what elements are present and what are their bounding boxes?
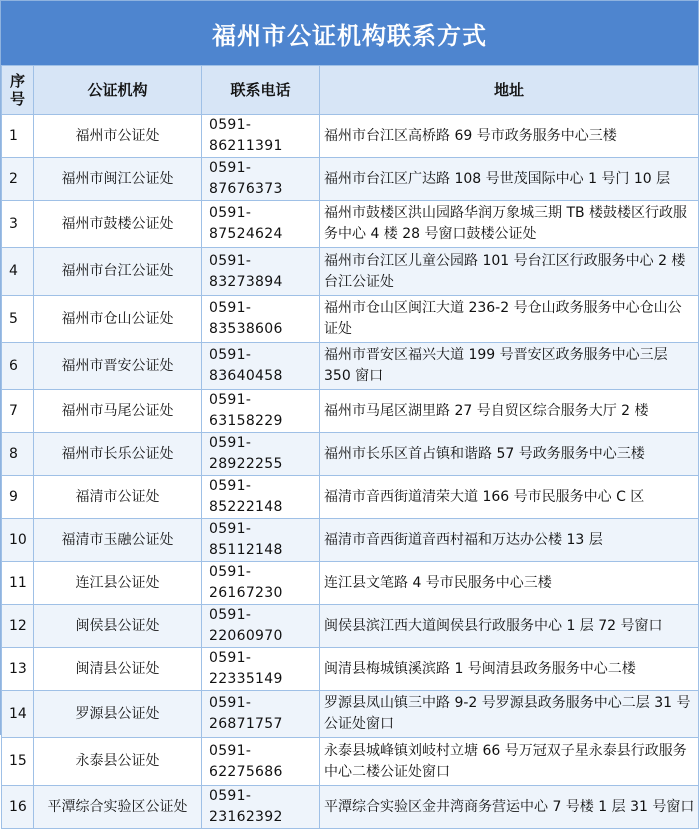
address: 福州市晋安区福兴大道 199 号晋安区政务服务中心三层 350 窗口 [320,343,699,390]
row-index: 5 [2,296,34,343]
phone-number: 0591-22060970 [202,605,320,648]
header-address: 地址 [320,66,699,115]
row-index: 6 [2,343,34,390]
org-name: 福州市台江公证处 [34,248,202,296]
table-row [2,433,699,476]
address: 连江县文笔路 4 号市民服务中心三楼 [320,562,699,605]
row-index: 1 [2,115,34,158]
phone-number: 0591-22335149 [202,648,320,691]
org-name: 福州市闽江公证处 [34,158,202,201]
address: 福州市鼓楼区洪山园路华润万象城三期 TB 楼鼓楼区行政服务中心 4 楼 28 号窗口鼓楼公证处 [320,201,699,248]
row-index: 2 [2,158,34,201]
org-name: 福州市晋安公证处 [34,343,202,390]
table-row [2,648,699,691]
phone-number: 0591-83640458 [202,343,320,390]
row-index: 10 [2,519,34,562]
table-row [2,296,699,343]
table-row [2,390,699,433]
phone-number: 0591-26871757 [202,691,320,738]
table-row [2,115,699,158]
row-index: 3 [2,201,34,248]
phone-number: 0591-23162392 [202,786,320,829]
page-title: 福州市公证机构联系方式 [1,1,698,65]
address: 罗源县凤山镇三中路 9-2 号罗源县政务服务中心二层 31 号公证处窗口 [320,691,699,738]
row-index: 9 [2,476,34,519]
table-body [2,115,699,829]
org-name: 连江县公证处 [34,562,202,605]
org-name: 福州市马尾公证处 [34,390,202,433]
row-index: 4 [2,248,34,296]
table-row [2,519,699,562]
org-name: 罗源县公证处 [34,691,202,738]
phone-number: 0591-28922255 [202,433,320,476]
address: 永泰县城峰镇刘岐村立塘 66 号万冠双子星永泰县行政服务中心二楼公证处窗口 [320,738,699,786]
table-row [2,158,699,201]
table-row [2,201,699,248]
table-row [2,343,699,390]
phone-number: 0591-26167230 [202,562,320,605]
header-index: 序号 [2,66,34,115]
phone-number: 0591-86211391 [202,115,320,158]
org-name: 福州市公证处 [34,115,202,158]
address: 闽侯县滨江西大道闽侯县行政服务中心 1 层 72 号窗口 [320,605,699,648]
contacts-table [1,65,699,829]
org-name: 福州市仓山公证处 [34,296,202,343]
address: 福州市台江区广达路 108 号世茂国际中心 1 号门 10 层 [320,158,699,201]
row-index: 11 [2,562,34,605]
org-name: 闽清县公证处 [34,648,202,691]
phone-number: 0591-63158229 [202,390,320,433]
org-name: 福州市长乐公证处 [34,433,202,476]
table-row [2,562,699,605]
org-name: 闽侯县公证处 [34,605,202,648]
address: 福州市长乐区首占镇和谐路 57 号政务服务中心三楼 [320,433,699,476]
address: 福州市马尾区湖里路 27 号自贸区综合服务大厅 2 楼 [320,390,699,433]
phone-number: 0591-87524624 [202,201,320,248]
phone-number: 0591-85112148 [202,519,320,562]
org-name: 福清市公证处 [34,476,202,519]
org-name: 永泰县公证处 [34,738,202,786]
phone-number: 0591-85222148 [202,476,320,519]
address: 闽清县梅城镇溪滨路 1 号闽清县政务服务中心二楼 [320,648,699,691]
address: 福清市音西街道清荣大道 166 号市民服务中心 C 区 [320,476,699,519]
table-row [2,605,699,648]
header-org: 公证机构 [34,66,202,115]
table-row [2,248,699,296]
address: 福州市台江区儿童公园路 101 号台江区行政服务中心 2 楼台江公证处 [320,248,699,296]
address: 福清市音西街道音西村福和万达办公楼 13 层 [320,519,699,562]
phone-number: 0591-83273894 [202,248,320,296]
row-index: 12 [2,605,34,648]
row-index: 14 [2,691,34,738]
row-index: 7 [2,390,34,433]
row-index: 15 [2,738,34,786]
table-row [2,476,699,519]
org-name: 平潭综合实验区公证处 [34,786,202,829]
table-row [2,786,699,829]
org-name: 福州市鼓楼公证处 [34,201,202,248]
table-row [2,691,699,738]
row-index: 8 [2,433,34,476]
address: 福州市仓山区闽江大道 236-2 号仓山政务服务中心仓山公证处 [320,296,699,343]
phone-number: 0591-62275686 [202,738,320,786]
phone-number: 0591-87676373 [202,158,320,201]
row-index: 16 [2,786,34,829]
phone-number: 0591-83538606 [202,296,320,343]
row-index: 13 [2,648,34,691]
table-row [2,738,699,786]
header-phone: 联系电话 [202,66,320,115]
address: 平潭综合实验区金井湾商务营运中心 7 号楼 1 层 31 号窗口 [320,786,699,829]
table-header-row [2,66,699,115]
address: 福州市台江区高桥路 69 号市政务服务中心三楼 [320,115,699,158]
org-name: 福清市玉融公证处 [34,519,202,562]
